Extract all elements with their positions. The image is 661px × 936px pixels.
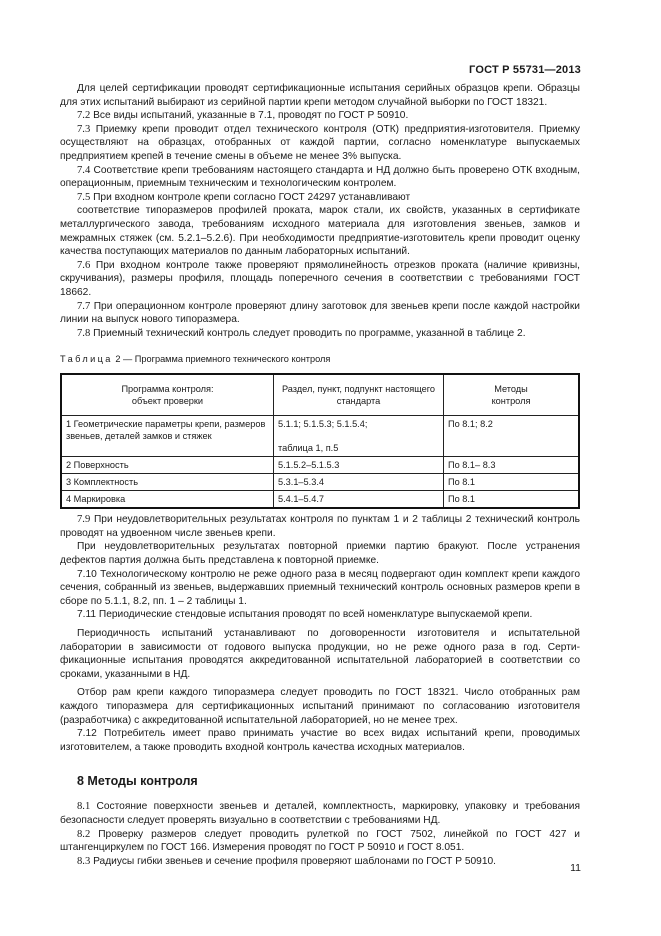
- clause-8-3: [60, 855, 580, 869]
- clause-7-9: [60, 513, 580, 540]
- table-row: [61, 416, 579, 457]
- page-number: 11: [570, 862, 581, 874]
- clause-text: При неудовлетворительных результатах контроля по пунктам 1 и 2 таблицы 2 технический контроль проводят на удвоенном числе звеньев крепи.: [60, 514, 580, 539]
- clause-number: 7.6: [77, 259, 91, 271]
- clause-text: Все виды испытаний, указанные в 7.1, проводят по ГОСТ Р 50910.: [93, 110, 409, 122]
- table-cell: 1 Геометрические параметры крепи, размеров звеньев, деталей замков и стяжек: [61, 416, 274, 457]
- paragraph-certification: Для целей сертификации проводят сертификационные испытания серийных образцов крепи. Образцы для этих испытаний выбирают из серийной партии крепи методом случайной выборки по ГОСТ 18321.: [60, 83, 580, 108]
- clause-7-6: [60, 259, 580, 300]
- clause-7-11: 7.11 Периодические стендовые испытания проводят по всей номенклатуре выпускаемой крепи.: [77, 609, 533, 621]
- table-cell: 5.3.1–5.3.4: [274, 474, 444, 491]
- document-body: [60, 82, 580, 868]
- clause-7-12: 7.12 Потребитель имеет право принимать участие во всех видах испытаний крепи, проводимых изготовителем, а также проводить входной контроль качества исходных материалов.: [60, 728, 580, 753]
- clause-text: Состояние поверхности звеньев и деталей, комплектность, маркировку, упаковку и требования безопасности следует проверять визуально в соответствии с требованиями НД.: [60, 801, 580, 826]
- clause-number: 7.2: [77, 110, 91, 122]
- table-cell: 4 Маркировка: [61, 491, 274, 509]
- table-header-row: [61, 374, 579, 416]
- clause-text: При операционном контроле проверяют длину заготовок для звеньев крепи после каждой настройки линии на выпуск нового типоразмера.: [60, 300, 580, 326]
- clause-7-10: 7.10 Технологическому контролю не реже одного раза в месяц подвергают один комплект крепи каждого сечения, собранный из звеньев, выдержавших приемный технический контроль основных размеров крепи в сборе по 5.1.1, 8.2, пп. 1 – 2 таблицы 1.: [60, 568, 580, 607]
- table-cell: 2 Поверхность: [61, 457, 274, 474]
- clause-number: 7.3: [77, 123, 91, 135]
- table-row: [61, 474, 579, 491]
- paragraph-sampling: Отбор рам крепи каждого типоразмера следует проводить по ГОСТ 18321. Число отобранных рам каждого типоразмера для сертификационных испытаний принимают по согласованию изготовителя (разработчика) с аккредитованной испытательной лабораторией, но не менее трех.: [60, 687, 580, 726]
- table-cell: 5.1.1; 5.1.5.3; 5.1.5.4; таблица 1, п.5: [274, 416, 444, 457]
- table-row: [61, 491, 579, 509]
- table-caption: [60, 354, 580, 364]
- clause-7-3: [60, 123, 580, 164]
- control-program-table: [60, 373, 580, 509]
- table-cell: По 8.1: [444, 474, 580, 491]
- clause-text: Проверку размеров следует проводить рулеткой по ГОСТ 7502, линейкой по ГОСТ 427 и штангенциркулем по ГОСТ 166. Измерения проводят по ГОСТ Р 50910 и ГОСТ 8.051.: [60, 828, 580, 854]
- clause-8-1: [60, 800, 580, 827]
- table-cell: По 8.1; 8.2: [444, 416, 580, 457]
- clause-text: При входном контроле также проверяют прямолинейность отрезков проката (наличие кривизны, скручивания), размеры профиля, площадь поперечного сечения в соответствии с требованиями ГОСТ 18662.: [60, 259, 580, 298]
- clause-number: 7.8: [77, 327, 91, 339]
- clause-number: 8.3: [77, 855, 91, 867]
- table-cell: По 8.1: [444, 491, 580, 509]
- table-caption-text: 2 — Программа приемного технического контроля: [115, 354, 331, 365]
- clause-text: Приемку крепи проводит отдел технического контроля (ОТК) предприятия-изготовителя. Приемку осуществляют на образцах, отобранных от каждой партии, согласно номенклатуре выпускаемых предприятием крепей в течение смены в объеме не менее 3% выпуска.: [60, 123, 580, 162]
- table-caption-label: Таблица: [60, 354, 113, 365]
- table-cell: По 8.1– 8.3: [444, 457, 580, 474]
- clause-text: Приемный технический контроль следует проводить по программе, указанной в таблице 2.: [93, 327, 526, 339]
- clause-number: 7.7: [77, 300, 91, 312]
- clause-number: 8.2: [77, 828, 91, 840]
- clause-text: При входном контроле крепи согласно ГОСТ 24297 устанавливают: [93, 191, 411, 203]
- header-methods: Методы контроля: [444, 374, 580, 416]
- section-8-title: 8 Методы контроля: [77, 774, 198, 789]
- clause-7-2: [60, 109, 580, 123]
- clause-number: 7.5: [77, 191, 91, 203]
- table-cell: 5.4.1–5.4.7: [274, 491, 444, 509]
- clause-7-4: [60, 164, 580, 191]
- clause-7-5-continuation: соответствие типоразмеров профилей проката, марок стали, их свойств, указанных в сертификате металлургического завода, требованиям исходного материала для изготовления звеньев, замков и межрамных стяжек (см. 5.2.1–5.2.6). При необходимости предприятие-изготовитель крепи проводит оценку качества поступающих материалов по данным лабораторных испытаний.: [60, 205, 580, 258]
- clause-number: 7.4: [77, 164, 91, 176]
- clause-text: Радиусы гибки звеньев и сечение профиля проверяют шаблонами по ГОСТ Р 50910.: [93, 855, 496, 867]
- clause-number: 7.9: [77, 514, 91, 526]
- table-cell: 5.1.5.2–5.1.5.3: [274, 457, 444, 474]
- paragraph-periodicity: Периодичность испытаний устанавливают по договоренности изготовителя и испытательной лаборатории в зависимости от годового выпуска продукции, но не реже одного раза в год. Сертификационные испытания проводятся аккредитованной испытательной лабораторией в соответствии со сроками, указанными в НД.: [60, 628, 580, 680]
- clause-7-9-b: При неудовлетворительных результатах повторной приемки партию бракуют. После устранения дефектов партия должна быть представлена к повторной приемке.: [60, 541, 580, 567]
- clause-7-5: [60, 191, 580, 205]
- header-section: Раздел, пункт, подпункт настоящего стандарта: [274, 374, 444, 416]
- clause-7-7: [60, 300, 580, 327]
- clause-text: Соответствие крепи требованиям настоящего стандарта и НД должно быть проверено ОТК входным, операционным, приемным техническим и технологическим контролем.: [60, 164, 580, 190]
- standard-header: ГОСТ Р 55731—2013: [469, 64, 581, 76]
- table-row: [61, 457, 579, 474]
- clause-number: 8.1: [77, 801, 91, 813]
- table-cell: 3 Комплектность: [61, 474, 274, 491]
- clause-8-2: [60, 828, 580, 855]
- after-table-block: [60, 513, 580, 754]
- clause-7-8: [60, 327, 580, 341]
- header-program: Программа контроля: объект проверки: [61, 374, 274, 416]
